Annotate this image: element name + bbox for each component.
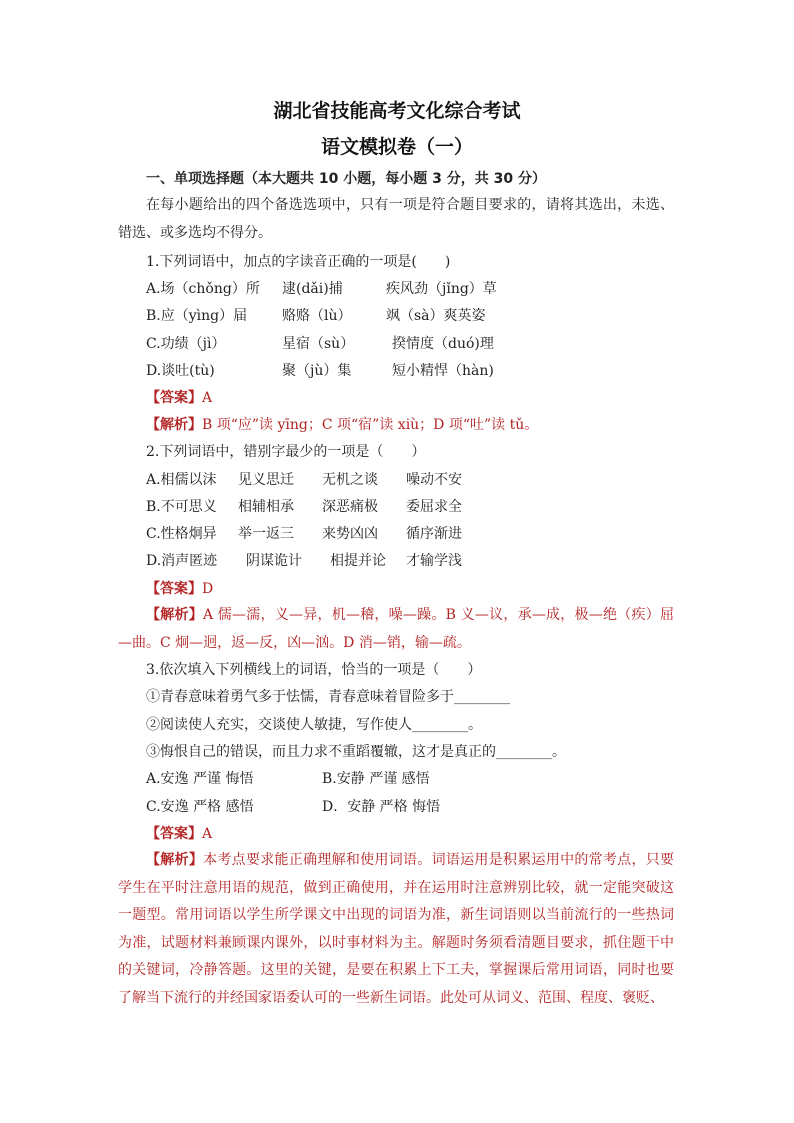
q3-blank-3: ③悔恨自己的错误，而且力求不重蹈覆辙，这才是真正的________。 bbox=[146, 744, 566, 760]
q1-option-d1: D.谈吐(tù) bbox=[146, 363, 215, 379]
q2-option-a4: 噪动不安 bbox=[406, 472, 462, 488]
analysis-tag: 【解析】 bbox=[146, 607, 203, 623]
q2-option-c1: C.性格炯异 bbox=[146, 526, 217, 542]
q3-answer-value: A bbox=[202, 826, 213, 842]
q3-option-b: B.安静 严谨 感悟 bbox=[322, 771, 430, 787]
exam-title: 湖北省技能高考文化综合考试 bbox=[273, 100, 521, 122]
q1-option-b2: 赂赂（lù） bbox=[282, 308, 352, 324]
q2-option-c3: 来势凶凶 bbox=[322, 526, 378, 542]
q2-answer-value: D bbox=[202, 581, 214, 597]
q2-option-a2: 见义思迁 bbox=[238, 472, 294, 488]
section-instruction bbox=[118, 192, 674, 247]
q2-stem: 2.下列词语中，错别字最少的一项是（ ） bbox=[146, 444, 426, 460]
q1-option-a1: A.场（chǒng）所 bbox=[146, 281, 260, 297]
exam-subtitle: 语文模拟卷（一） bbox=[320, 136, 473, 158]
q1-option-c2: 星宿（sù） bbox=[282, 336, 355, 352]
q1-analysis bbox=[146, 416, 538, 434]
answer-tag: 【答案】 bbox=[146, 826, 202, 842]
q2-option-c4: 循序渐进 bbox=[406, 526, 462, 542]
q3-option-c: C.安逸 严格 感悟 bbox=[146, 799, 254, 815]
q2-answer bbox=[146, 580, 213, 598]
instruction-text: 在每小题给出的四个备选选项中，只有一项是符合题目要求的，请将其选出，未选、错选、或多选均不得分。 bbox=[118, 197, 674, 241]
q3-analysis bbox=[118, 847, 674, 1012]
q1-option-d3: 短小精悍（hàn) bbox=[392, 363, 494, 379]
answer-tag: 【答案】 bbox=[146, 390, 202, 406]
q1-option-a3: 疾风劲（jǐng）草 bbox=[386, 281, 497, 297]
q2-option-a3: 无机之谈 bbox=[322, 472, 378, 488]
q1-answer-value: A bbox=[202, 390, 213, 406]
q1-option-d2: 聚（jù）集 bbox=[282, 363, 352, 379]
q1-analysis-text: B 项“应”读 yīng；C 项“宿”读 xiù；D 项“吐”读 tǔ。 bbox=[202, 417, 539, 433]
q2-option-d4: 才输学浅 bbox=[406, 553, 462, 569]
q2-option-a1: A.相儒以沫 bbox=[146, 472, 217, 488]
q2-option-d1: D.消声匿迹 bbox=[146, 553, 218, 569]
q1-option-c3: 揆情度（duó)理 bbox=[392, 336, 494, 352]
q2-option-c2: 举一返三 bbox=[238, 526, 294, 542]
q1-option-b3: 飒（sà）爽英姿 bbox=[386, 308, 486, 324]
q1-option-c1: C.功绩（jì） bbox=[146, 336, 226, 352]
q3-blank-2: ②阅读使人充实，交谈使人敏捷，写作使人________。 bbox=[146, 717, 482, 733]
q1-answer bbox=[146, 389, 212, 407]
q3-option-a: A.安逸 严谨 悔悟 bbox=[146, 771, 254, 787]
analysis-tag: 【解析】 bbox=[146, 417, 202, 433]
q2-analysis bbox=[118, 602, 674, 657]
q2-option-b1: B.不可思义 bbox=[146, 499, 217, 515]
q1-option-b1: B.应（yìng）届 bbox=[146, 308, 248, 324]
q2-option-d3: 相提并论 bbox=[330, 553, 386, 569]
q1-stem: 1.下列词语中，加点的字读音正确的一项是( ) bbox=[146, 254, 451, 270]
q2-option-b4: 委屈求全 bbox=[406, 499, 462, 515]
analysis-tag: 【解析】 bbox=[146, 852, 204, 868]
q3-answer bbox=[146, 825, 212, 843]
q2-option-d2: 阴谋诡计 bbox=[246, 553, 302, 569]
q3-analysis-text: 本考点要求能正确理解和使用词语。词语运用是积累运用中的常考点，只要学生在平时注意用语的规范，做到正确使用，并在运用时注意辨别比较，就一定能突破这一题型。常用词语以学生所学课文中出现的词语为准，新生词语则以当前流行的一些热词为准，试题材料兼顾课内课外，以时事材料为主。解题时务须看清题目要求，抓住题干中的关键词，冷静答题。这里的关键，是要在积累上下工夫，掌握课后常用词语，同时也要了解当下流行的并经国家语委认可的一些新生词语。此处可从词义、范围、程度、褒贬、 bbox=[118, 852, 675, 1006]
section-heading: 一、单项选择题（本大题共 10 小题，每小题 3 分，共 30 分） bbox=[146, 171, 546, 187]
q3-blank-1: ①青春意味着勇气多于怯懦，青春意味着冒险多于________ bbox=[146, 689, 510, 705]
q2-option-b3: 深恶痛极 bbox=[322, 499, 378, 515]
answer-tag: 【答案】 bbox=[146, 581, 202, 597]
q1-option-a2: 逮(dǎi)捕 bbox=[282, 281, 343, 297]
q3-option-d: D．安静 严格 悔悟 bbox=[322, 799, 441, 815]
q2-option-b2: 相辅相承 bbox=[238, 499, 294, 515]
q3-stem: 3.依次填入下列横线上的词语，恰当的一项是（ ） bbox=[146, 662, 482, 678]
q2-analysis-text: A 儒—濡，义—异，机—稽，噪—躁。B 义—议，承—成，极—绝（疾）屈—曲。C 炯—迥，返—反，凶—汹。D 消—销，输—疏。 bbox=[118, 607, 674, 651]
